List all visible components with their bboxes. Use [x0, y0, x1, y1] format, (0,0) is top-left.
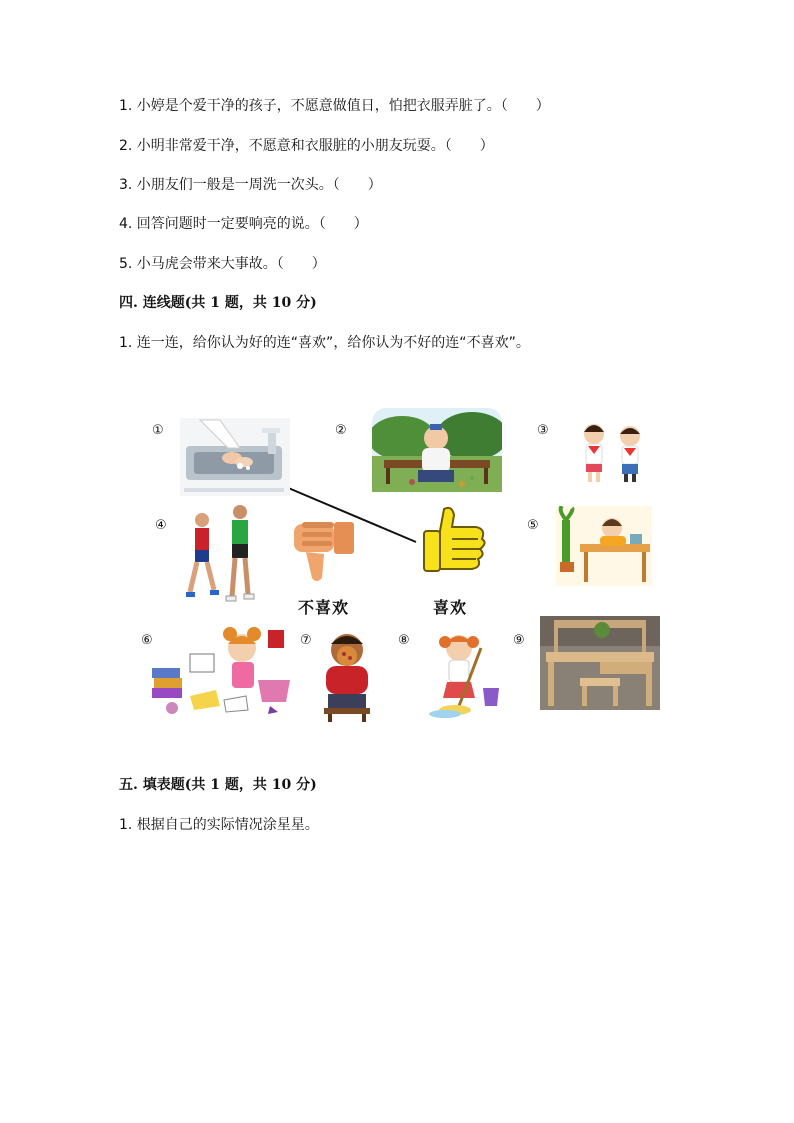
judgment-item-3: 3. 小朋友们一般是一周洗一次头。（ ） [119, 177, 382, 193]
number-6: ⑥ [141, 633, 153, 648]
child-asleep-desk-picture [556, 506, 652, 586]
number-9: ⑨ [513, 633, 525, 648]
judgment-item-4: 4. 回答问题时一定要响亮的说。（ ） [119, 216, 368, 232]
number-7: ⑦ [300, 633, 312, 648]
thumbs-up-icon [422, 505, 488, 575]
girl-mopping-picture [425, 628, 507, 720]
number-1: ① [152, 423, 164, 438]
number-3: ③ [537, 423, 549, 438]
messy-girl-picture [150, 624, 298, 720]
number-8: ⑧ [398, 633, 410, 648]
number-5: ⑤ [527, 518, 539, 533]
thumbs-down-icon [292, 520, 358, 584]
section5-question: 1. 根据自己的实际情况涂星星。 [119, 817, 319, 833]
wooden-desk-picture [540, 616, 660, 710]
runners-picture [180, 500, 260, 608]
number-2: ② [335, 423, 347, 438]
judgment-item-1: 1. 小婷是个爱干净的孩子，不愿意做值日，怕把衣服弄脏了。（ ） [119, 98, 550, 114]
washing-hands-picture [180, 418, 290, 496]
section4-question: 1. 连一连，给你认为好的连“喜欢”，给你认为不好的连“不喜欢”。 [119, 335, 530, 351]
two-children-picture [572, 420, 652, 486]
boy-eating-picture [316, 628, 378, 722]
like-label: 喜欢 [433, 598, 468, 617]
man-on-bench-picture [372, 408, 502, 492]
number-4: ④ [155, 518, 167, 533]
section5-heading: 五. 填表题(共 1 题，共 10 分) [119, 777, 317, 793]
judgment-item-5: 5. 小马虎会带来大事故。（ ） [119, 256, 326, 272]
judgment-item-2: 2. 小明非常爱干净，不愿意和衣服脏的小朋友玩耍。（ ） [119, 138, 494, 154]
dislike-label: 不喜欢 [298, 598, 350, 617]
section4-heading: 四. 连线题(共 1 题，共 10 分) [119, 295, 317, 311]
